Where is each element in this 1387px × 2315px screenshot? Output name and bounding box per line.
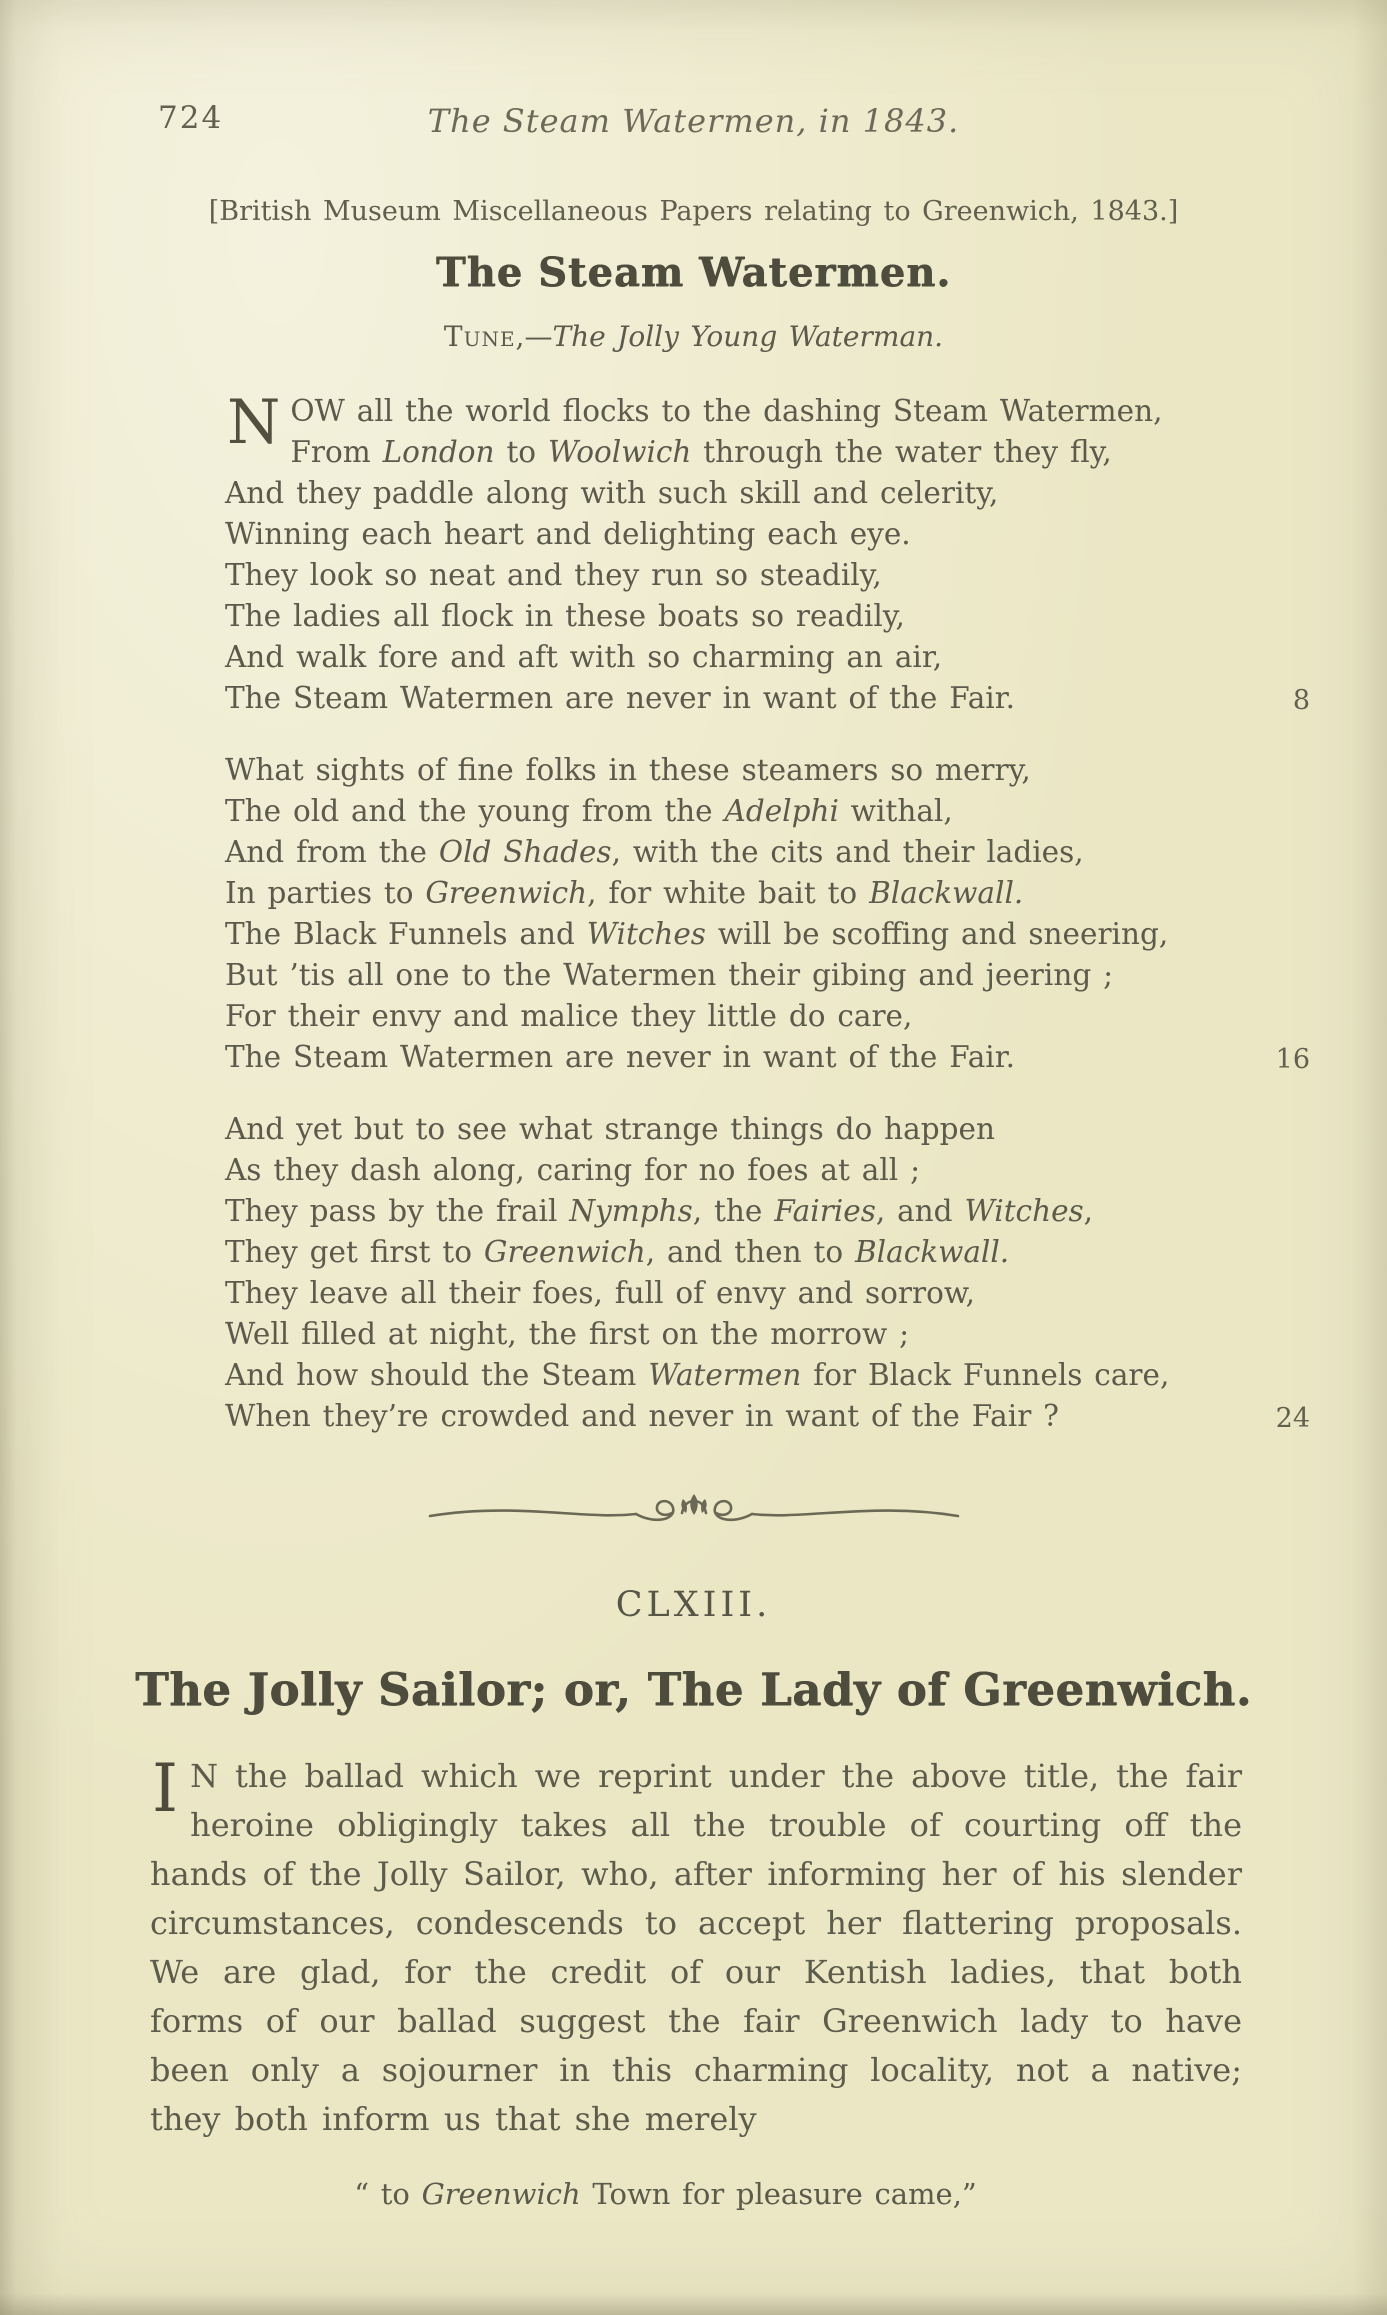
poem (225, 387, 1310, 1437)
ballad-title: The Steam Watermen. (435, 249, 952, 296)
text-segment: Town for pleasure came,” (580, 2177, 977, 2211)
text-segment: And how should the Steam (225, 1358, 649, 1392)
text-segment: Tune (443, 320, 516, 353)
paragraph-text: N the ballad which we reprint under the above title, the fair heroine obligingly takes all the trouble of courting off the hands of the Jolly Sailor, who, after informing her of his slender circumstances, condescends to accept her flattering proposals. We are glad, for the credit of our Kentish ladies, that both forms of our ballad suggest the fair Greenwich lady to have been only a sojourner in this charming locality, not a native; they both inform us that she merely (150, 1757, 1242, 2138)
chapter-number: CLXIII. (615, 1585, 772, 1625)
source-citation: [British Museum Miscellaneous Papers relating to Greenwich, 1843.] (208, 196, 1179, 227)
drop-cap: N (227, 387, 281, 458)
text-segment: And yet but to see what strange things do happen (225, 1112, 995, 1146)
verse-line (225, 873, 1310, 914)
italic-text: Watermen (648, 1358, 802, 1392)
text-segment: They pass by the frail (225, 1194, 570, 1228)
verse-line (225, 1191, 1310, 1232)
text-segment: Winning each heart and delighting each eye. (225, 517, 911, 551)
italic-text: Greenwich (425, 876, 588, 910)
tune-line (0, 316, 1387, 357)
verse-line (225, 678, 1310, 719)
text-segment: But ’tis all one to the Watermen their gibing and jeering ; (225, 958, 1114, 992)
verse-line (225, 1396, 1310, 1437)
verse-line-number: 16 (1275, 1044, 1310, 1075)
text-segment: “ to (354, 2177, 422, 2211)
verse-line (0, 316, 1387, 357)
verse-line-number: 8 (1292, 685, 1310, 716)
verse-line (225, 596, 1310, 637)
text-segment: They look so neat and they run so steadily, (225, 558, 882, 592)
flourish-ornament-icon (424, 1489, 964, 1535)
verse-line (225, 791, 1310, 832)
text-segment: For their envy and malice they little do care, (225, 999, 913, 1033)
text-segment: The Black Funnels and (225, 917, 587, 951)
text-segment: Well filled at night, the first on the morrow ; (225, 1317, 910, 1351)
text-segment: withal, (838, 794, 953, 828)
italic-text: Witches (964, 1194, 1084, 1228)
italic-text: Nymphs (569, 1194, 693, 1228)
section-divider (0, 1489, 1387, 1539)
italic-text: Greenwich (421, 2177, 581, 2211)
verse-line (225, 1273, 1310, 1314)
verse-line (225, 955, 1310, 996)
text-segment: When they’re crowded and never in want of the Fair ? (225, 1399, 1060, 1433)
section-title: The Jolly Sailor; or, The Lady of Greenwich. (135, 1663, 1252, 1716)
italic-text: Witches (586, 917, 706, 951)
verse-line-number: 24 (1275, 1403, 1310, 1434)
verse-line (225, 1355, 1310, 1396)
verse-line (225, 1109, 1310, 1150)
text-segment: And walk fore and aft with so charming an air, (225, 640, 943, 674)
prose-paragraph (150, 1752, 1242, 2144)
verse-line (225, 1150, 1310, 1191)
verse-line (225, 832, 1310, 873)
text-segment: , and (875, 1194, 965, 1228)
italic-text: Old Shades (438, 835, 612, 869)
stanza-1 (225, 387, 1310, 719)
verse-line (225, 473, 1310, 514)
page-header (0, 0, 1387, 150)
text-segment: The Steam Watermen are never in want of the Fair. (225, 681, 1015, 715)
verse-line (225, 555, 1310, 596)
text-segment: OW all the world flocks to the dashing Steam Watermen, (290, 394, 1163, 428)
verse-line (225, 1037, 1310, 1078)
verse-line (225, 750, 1310, 791)
verse-line (225, 996, 1310, 1037)
italic-text: Fairies (774, 1194, 876, 1228)
verse-line (0, 2174, 1359, 2215)
italic-text: The Jolly Young Waterman. (552, 320, 944, 353)
italic-text: Woolwich (547, 435, 692, 469)
text-segment: The old and the young from the (225, 794, 725, 828)
verse-line (225, 914, 1310, 955)
verse-line (225, 1232, 1310, 1273)
italic-text: Blackwall. (855, 1235, 1010, 1269)
italic-text: Blackwall. (869, 876, 1024, 910)
verse-line (225, 1314, 1310, 1355)
text-segment: As they dash along, caring for no foes at all ; (225, 1153, 921, 1187)
drop-cap: I (152, 1750, 179, 1827)
stanza-3 (225, 1109, 1310, 1437)
italic-text: Adelphi (724, 794, 839, 828)
text-segment: , the (692, 1194, 775, 1228)
text-segment: From (290, 435, 383, 469)
quote-line (0, 2174, 1359, 2215)
text-segment: They leave all their foes, full of envy and sorrow, (225, 1276, 975, 1310)
text-segment: And from the (225, 835, 439, 869)
text-segment: In parties to (225, 876, 426, 910)
text-segment: ,— (515, 320, 553, 353)
text-segment: , with the cits and their ladies, (611, 835, 1084, 869)
verse-line (225, 514, 1310, 555)
text-segment: The Steam Watermen are never in want of the Fair. (225, 1040, 1015, 1074)
italic-text: Greenwich (483, 1235, 646, 1269)
text-segment: for Black Funnels care, (801, 1358, 1170, 1392)
text-segment: The ladies all flock in these boats so readily, (225, 599, 905, 633)
text-segment: through the water they fly, (691, 435, 1112, 469)
verse-line (225, 432, 1310, 473)
stanza-2 (225, 750, 1310, 1078)
text-segment: will be scoffing and sneering, (705, 917, 1169, 951)
running-title: The Steam Watermen, in 1843. (427, 102, 960, 140)
text-segment: to (494, 435, 548, 469)
text-segment: , and then to (645, 1235, 855, 1269)
page-number: 724 (158, 100, 224, 136)
text-segment: What sights of fine folks in these steamers so merry, (225, 753, 1031, 787)
text-segment: They get first to (225, 1235, 484, 1269)
text-segment: , (1083, 1194, 1094, 1228)
italic-text: London (382, 435, 495, 469)
verse-line (225, 637, 1310, 678)
text-segment: And they paddle along with such skill and celerity, (225, 476, 999, 510)
text-segment: , for white bait to (587, 876, 870, 910)
